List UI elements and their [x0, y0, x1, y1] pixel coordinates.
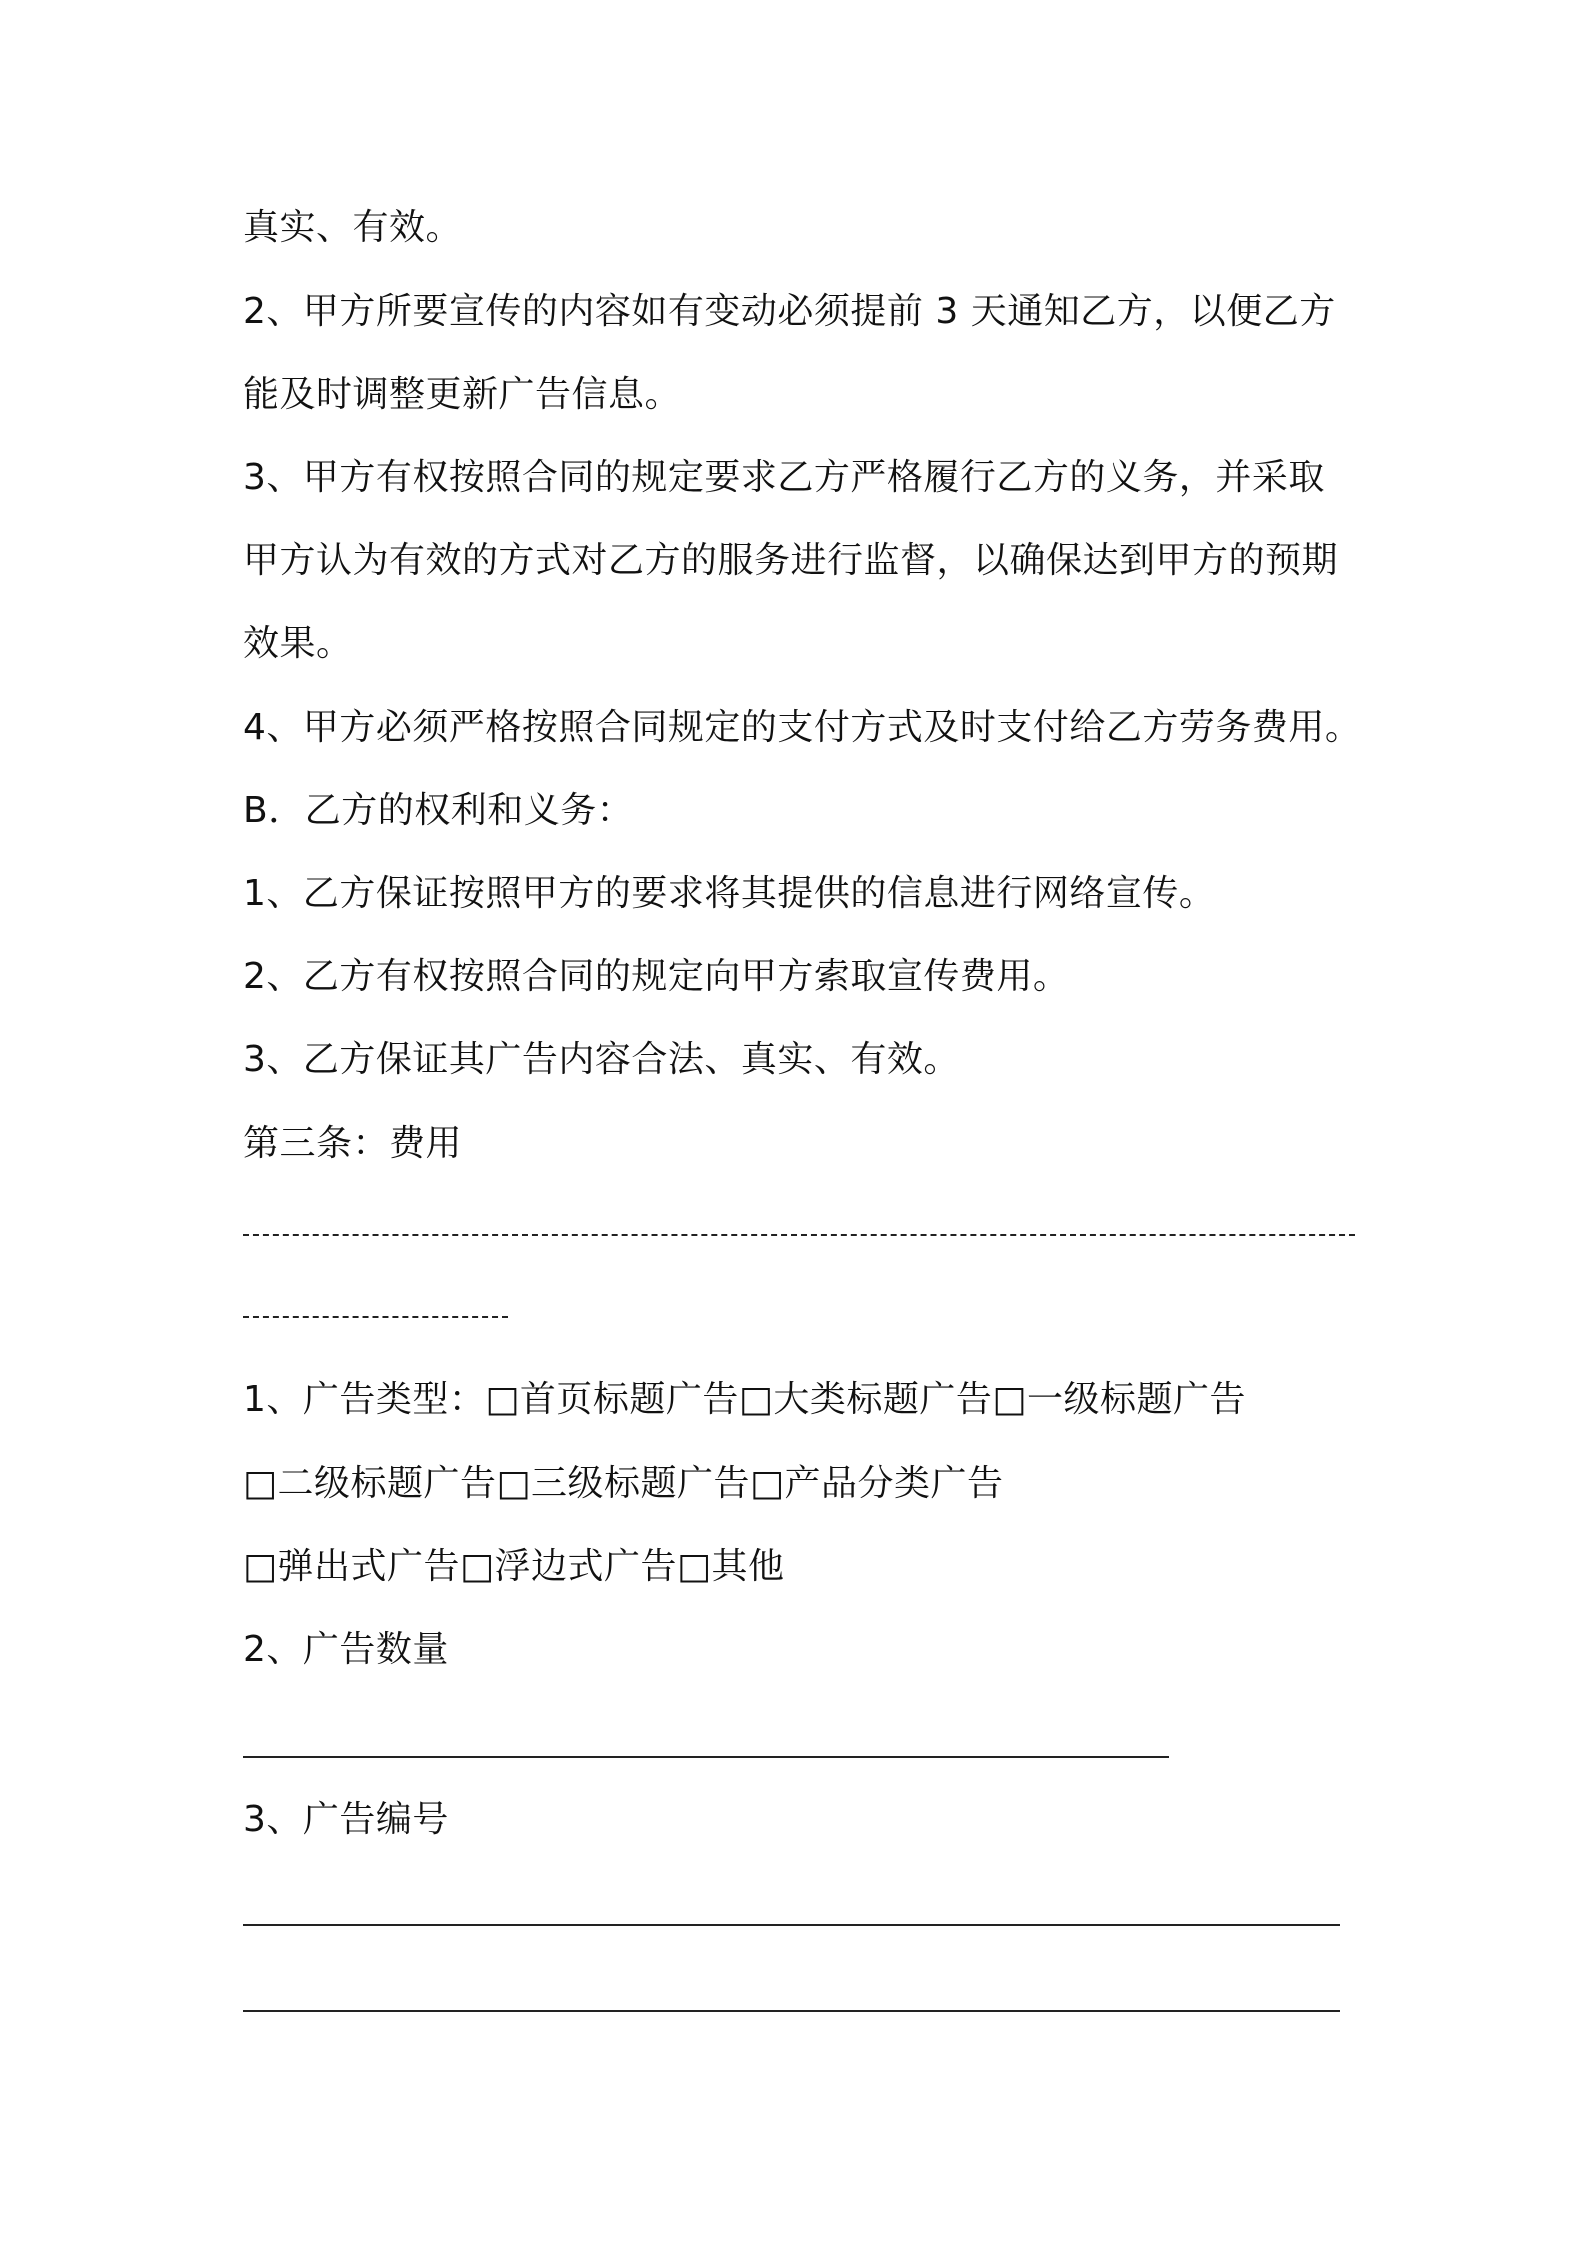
- paragraph-true-valid: 真实、有效。: [243, 207, 463, 248]
- ad-type-line2: □二级标题广告□三级标题广告□产品分类广告: [243, 1463, 1004, 1504]
- section-b-heading: B．乙方的权利和义务：: [243, 790, 634, 831]
- clause-a2-line2: 能及时调整更新广告信息。: [243, 374, 682, 415]
- clause-a3-line2: 甲方认为有效的方式对乙方的服务进行监督，以确保达到甲方的预期: [243, 540, 1339, 581]
- ad-type-line3: □弹出式广告□浮边式广告□其他: [243, 1546, 785, 1587]
- ad-type-line1: 1、广告类型：□首页标题广告□大类标题广告□一级标题广告: [243, 1379, 1246, 1420]
- clause-a4: 4、甲方必须严格按照合同规定的支付方式及时支付给乙方劳务费用。: [243, 707, 1362, 748]
- ad-count-blank-line: [243, 1756, 1169, 1758]
- clause-b2: 2、乙方有权按照合同的规定向甲方索取宣传费用。: [243, 956, 1070, 997]
- clause-a3-line1: 3、甲方有权按照合同的规定要求乙方严格履行乙方的义务，并采取: [243, 457, 1325, 498]
- ad-number-label: 3、广告编号: [243, 1799, 449, 1840]
- clause-b1: 1、乙方保证按照甲方的要求将其提供的信息进行网络宣传。: [243, 873, 1216, 914]
- dashed-separator-short: [243, 1292, 508, 1336]
- clause-a3-line3: 效果。: [243, 623, 353, 664]
- dashed-separator-long: [243, 1210, 1355, 1254]
- clause-b3: 3、乙方保证其广告内容合法、真实、有效。: [243, 1039, 960, 1080]
- ad-number-blank-line-2: [243, 2010, 1340, 2012]
- clause-a2-line1: 2、甲方所要宣传的内容如有变动必须提前 3 天通知乙方，以便乙方: [243, 291, 1336, 332]
- ad-number-blank-line-1: [243, 1924, 1340, 1926]
- article-three-heading: 第三条：费用: [243, 1123, 463, 1164]
- ad-count-label: 2、广告数量: [243, 1629, 449, 1670]
